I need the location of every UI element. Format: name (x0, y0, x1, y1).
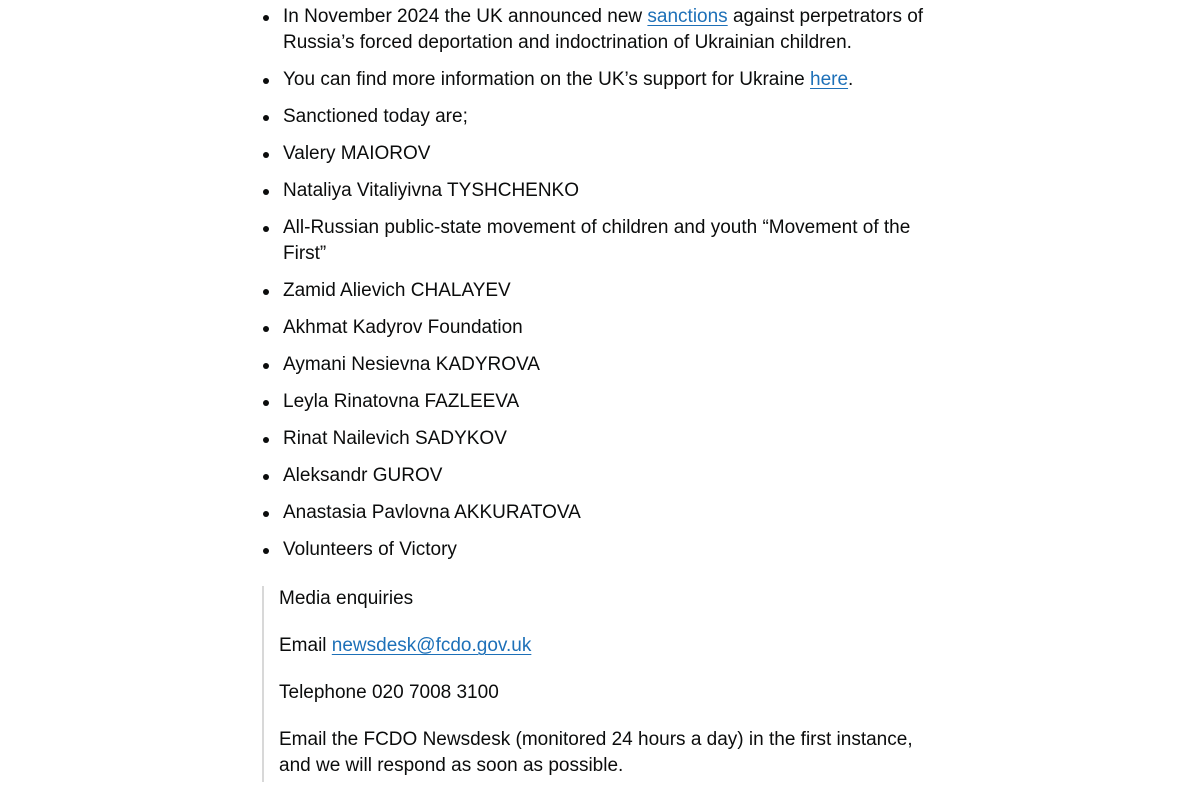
media-enquiries-title: Media enquiries (279, 588, 414, 609)
sanctioned-heading: Sanctioned today are; (262, 104, 942, 130)
sanctioned-item: Anastasia Pavlovna AKKURATOVA (262, 500, 942, 526)
sanctioned-item: Leyla Rinatovna FAZLEEVA (262, 389, 942, 415)
telephone-line: Telephone 020 7008 3100 (279, 682, 499, 703)
list-item (262, 4, 942, 56)
sanctioned-item: All-Russian public-state movement of children and youth “Movement of the First” (262, 215, 942, 267)
list-item (262, 67, 942, 93)
email-line (279, 633, 942, 659)
article-body (262, 4, 942, 574)
intro-text-end: against perpetrators of Russia’s forced deportation and indoctrination of Ukrainian children. (283, 6, 924, 53)
email-label: Email (279, 635, 332, 656)
info-text-end: . (848, 69, 854, 90)
sanctioned-item: Aymani Nesievna KADYROVA (262, 352, 942, 378)
sanctioned-item: Valery MAIOROV (262, 141, 942, 167)
media-enquiries-box (262, 586, 942, 782)
newsdesk-email-link[interactable]: newsdesk@fcdo.gov.uk (331, 635, 532, 656)
intro-text: In November 2024 the UK announced new (283, 6, 648, 27)
info-text: You can find more information on the UK’s support for Ukraine (283, 69, 811, 90)
newsdesk-note: Email the FCDO Newsdesk (monitored 24 hours a day) in the first instance, and we will respond as soon as possible. (279, 729, 913, 776)
sanctioned-item: Zamid Alievich CHALAYEV (262, 278, 942, 304)
sanctions-link[interactable]: sanctions (647, 6, 728, 27)
sanctioned-item: Akhmat Kadyrov Foundation (262, 315, 942, 341)
sanctioned-item: Nataliya Vitaliyivna TYSHCHENKO (262, 178, 942, 204)
sanctioned-item: Volunteers of Victory (262, 537, 942, 563)
sanctioned-item: Aleksandr GUROV (262, 463, 942, 489)
here-link[interactable]: here (810, 69, 849, 90)
bullet-list (262, 4, 942, 563)
sanctioned-item: Rinat Nailevich SADYKOV (262, 426, 942, 452)
